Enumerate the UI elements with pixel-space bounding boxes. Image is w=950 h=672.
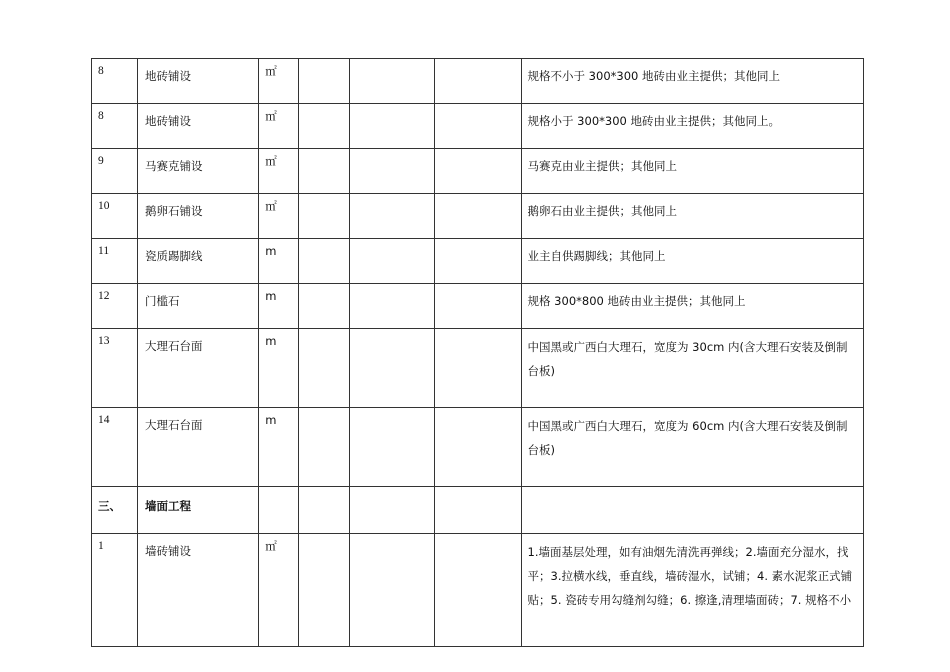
section-title: 墙面工程 xyxy=(138,487,259,534)
item-number: 10 xyxy=(92,194,138,239)
empty-cell xyxy=(299,408,350,487)
empty-cell xyxy=(299,284,350,329)
empty-cell xyxy=(435,194,521,239)
item-unit: ㎡ xyxy=(259,194,299,239)
empty-cell xyxy=(350,194,435,239)
empty-cell xyxy=(299,59,350,104)
table-row xyxy=(92,194,864,239)
table-row xyxy=(92,104,864,149)
item-unit: m xyxy=(259,408,299,487)
table-row xyxy=(92,59,864,104)
table-row xyxy=(92,239,864,284)
item-description: 规格不小于 300*300 地砖由业主提供；其他同上 xyxy=(521,59,863,104)
item-name: 地砖铺设 xyxy=(138,59,259,104)
section-row xyxy=(92,487,864,534)
empty-cell xyxy=(435,104,521,149)
empty-cell xyxy=(435,487,521,534)
empty-cell xyxy=(350,59,435,104)
empty-cell xyxy=(435,149,521,194)
empty-cell xyxy=(350,408,435,487)
item-name: 地砖铺设 xyxy=(138,104,259,149)
empty-cell xyxy=(521,487,863,534)
item-unit: m xyxy=(259,329,299,408)
empty-cell xyxy=(299,487,350,534)
item-description: 1.墙面基层处理，如有油烟先清洗再弹线；2.墙面充分湿水，找平；3.拉横水线，垂直线，墙砖湿水，试铺；4. 素水泥浆正式铺贴；5. 瓷砖专用勾缝剂勾缝；6. 擦逢,清理墙面砖；7. 规格不小 xyxy=(521,534,863,647)
item-description: 规格 300*800 地砖由业主提供；其他同上 xyxy=(521,284,863,329)
item-number: 12 xyxy=(92,284,138,329)
item-name: 瓷质踢脚线 xyxy=(138,239,259,284)
empty-cell xyxy=(435,239,521,284)
item-number: 13 xyxy=(92,329,138,408)
empty-cell xyxy=(299,194,350,239)
empty-cell xyxy=(299,239,350,284)
item-description: 业主自供踢脚线；其他同上 xyxy=(521,239,863,284)
item-number: 9 xyxy=(92,149,138,194)
table-row xyxy=(92,534,864,647)
item-name: 大理石台面 xyxy=(138,408,259,487)
empty-cell xyxy=(350,149,435,194)
item-description: 中国黑或广西白大理石，宽度为 30cm 内(含大理石安装及倒制台板) xyxy=(521,329,863,408)
empty-cell xyxy=(435,284,521,329)
table-row xyxy=(92,149,864,194)
empty-cell xyxy=(299,149,350,194)
item-description: 鹅卵石由业主提供；其他同上 xyxy=(521,194,863,239)
empty-cell xyxy=(299,104,350,149)
item-name: 马赛克铺设 xyxy=(138,149,259,194)
empty-cell xyxy=(299,329,350,408)
item-name: 墙砖铺设 xyxy=(138,534,259,647)
empty-cell xyxy=(350,534,435,647)
empty-cell xyxy=(435,534,521,647)
item-number: 8 xyxy=(92,104,138,149)
table-row xyxy=(92,408,864,487)
item-unit: ㎡ xyxy=(259,149,299,194)
item-unit: ㎡ xyxy=(259,59,299,104)
empty-cell xyxy=(350,329,435,408)
empty-cell xyxy=(435,408,521,487)
item-number: 1 xyxy=(92,534,138,647)
empty-cell xyxy=(299,534,350,647)
empty-cell xyxy=(350,104,435,149)
section-number: 三、 xyxy=(92,487,138,534)
empty-cell xyxy=(350,239,435,284)
item-unit: ㎡ xyxy=(259,534,299,647)
item-name: 鹅卵石铺设 xyxy=(138,194,259,239)
empty-cell xyxy=(350,487,435,534)
quotation-table xyxy=(91,58,864,647)
empty-cell xyxy=(435,329,521,408)
table-row xyxy=(92,329,864,408)
table-row xyxy=(92,284,864,329)
empty-cell xyxy=(350,284,435,329)
item-number: 8 xyxy=(92,59,138,104)
item-number: 11 xyxy=(92,239,138,284)
item-name: 大理石台面 xyxy=(138,329,259,408)
item-number: 14 xyxy=(92,408,138,487)
item-unit: ㎡ xyxy=(259,104,299,149)
item-description: 中国黑或广西白大理石，宽度为 60cm 内(含大理石安装及倒制台板) xyxy=(521,408,863,487)
item-description: 马赛克由业主提供；其他同上 xyxy=(521,149,863,194)
item-unit: m xyxy=(259,239,299,284)
item-name: 门槛石 xyxy=(138,284,259,329)
item-description: 规格小于 300*300 地砖由业主提供；其他同上。 xyxy=(521,104,863,149)
empty-cell xyxy=(259,487,299,534)
item-unit: m xyxy=(259,284,299,329)
empty-cell xyxy=(435,59,521,104)
